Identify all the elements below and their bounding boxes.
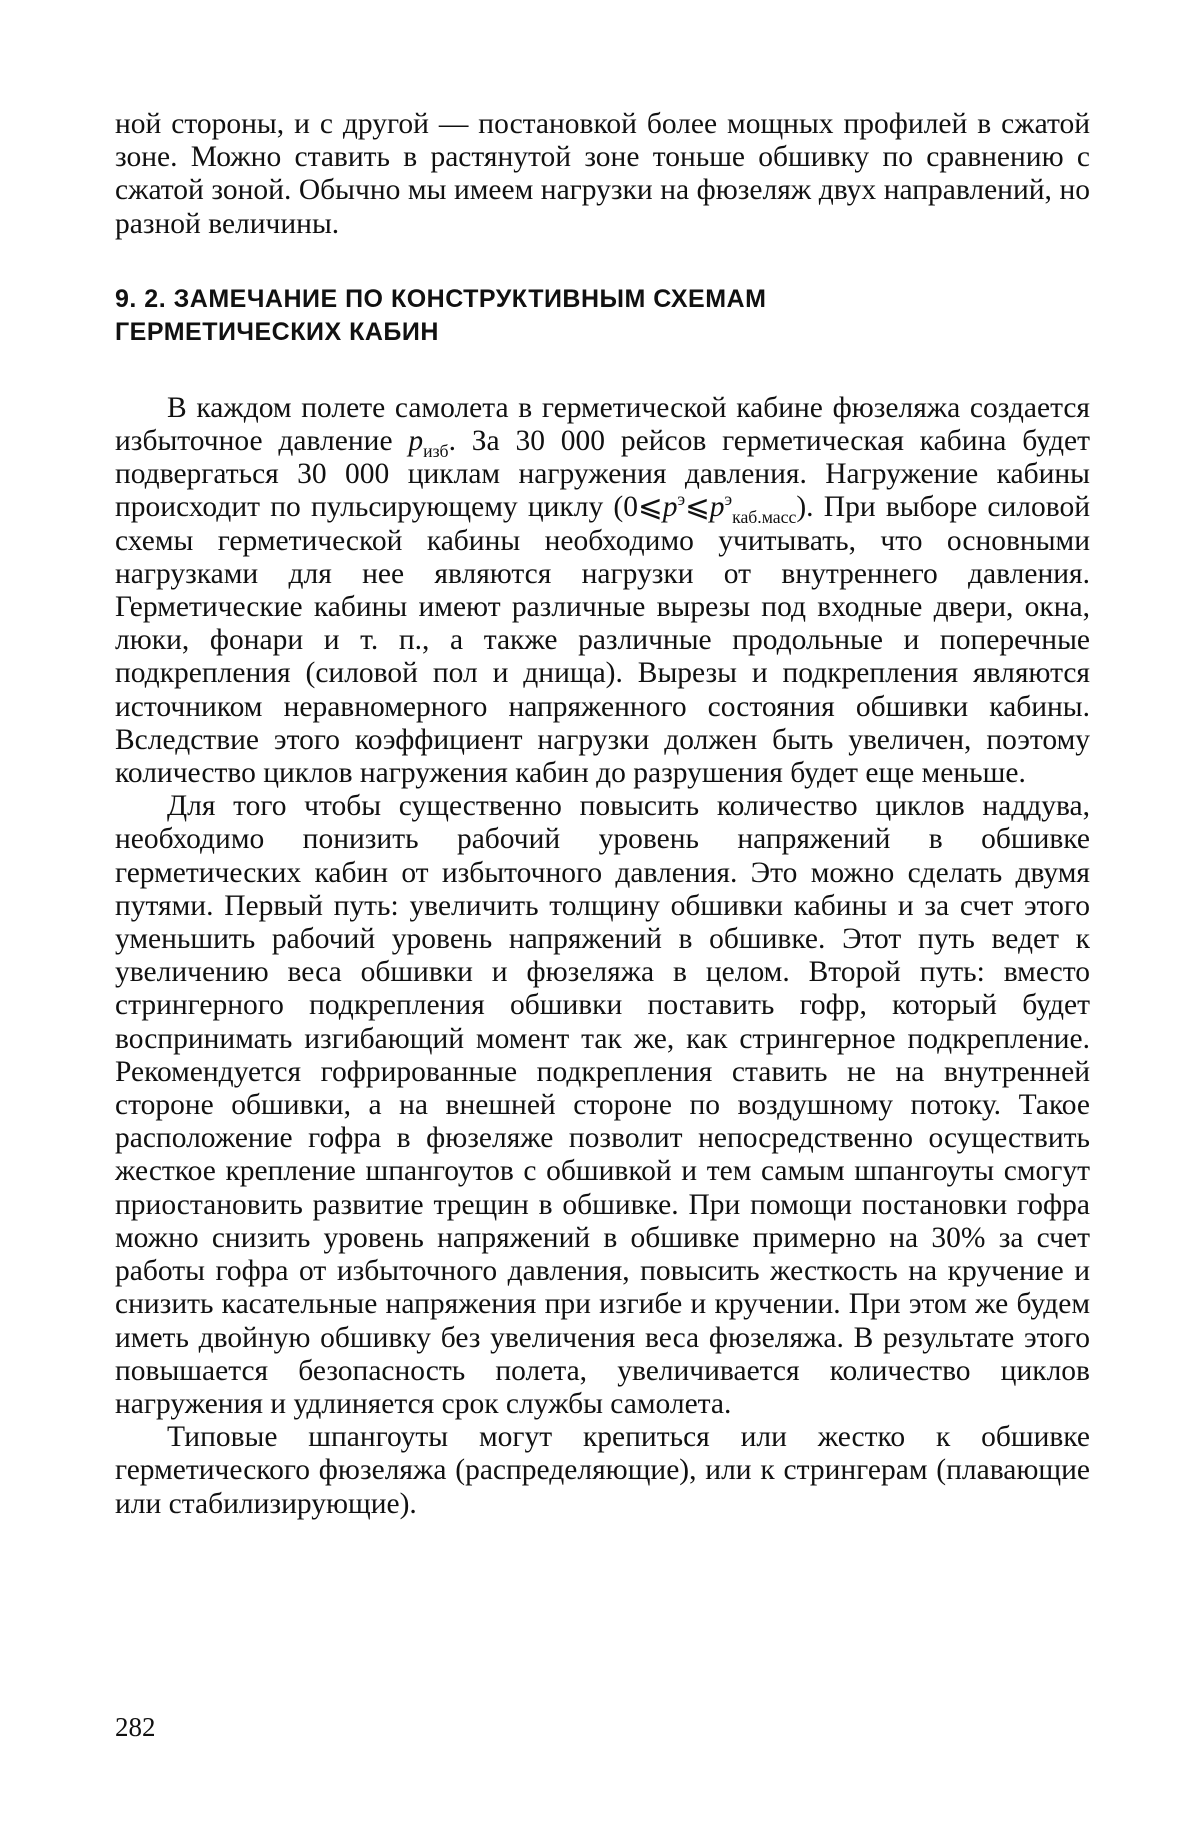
pressure-superscript: э bbox=[724, 489, 733, 510]
section-title-line-1: ЗАМЕЧАНИЕ ПО КОНСТРУКТИВНЫМ СХЕМАМ bbox=[173, 284, 767, 313]
paragraph-text: ⩽ bbox=[685, 491, 710, 524]
pressure-symbol: p bbox=[408, 425, 424, 458]
pressure-symbol: p bbox=[709, 491, 725, 524]
document-page bbox=[115, 108, 1090, 1521]
paragraph-text: . За 30 000 рейсов герметическая кабина будет подвергаться 30 000 циклам нагружения давления. Нагружение кабины происходит по пульсирующему циклу (0⩽ bbox=[115, 425, 1090, 524]
section-heading bbox=[115, 283, 1090, 349]
section-number: 9. 2. bbox=[115, 284, 167, 313]
pressure-subscript: изб bbox=[423, 440, 449, 461]
section-heading-line-1 bbox=[115, 283, 1090, 316]
pressure-symbol: p bbox=[662, 491, 678, 524]
pressure-subscript: каб.масс bbox=[732, 507, 797, 528]
paragraph-frames: Типовые шпангоуты могут крепиться или жестко к обшивке герметического фюзеляжа (распределяющие), или к стрингерам (плавающие или стабилизирующие). bbox=[115, 1421, 1090, 1520]
pressure-superscript: э bbox=[677, 489, 686, 510]
paragraph-text: В каждом полете самолета в герметической кабине фюзеляжа создается избыточное давление bbox=[115, 391, 1090, 458]
continuation-paragraph: ной стороны, и с другой — постановкой более мощных профилей в сжатой зоне. Можно ставить в растянутой зоне тоньше обшивку по сравнению с сжатой зоной. Обычно мы имеем нагрузки на фюзеляж двух направлений, но разной величины. bbox=[115, 108, 1090, 240]
paragraph-corrugation: Для того чтобы существенно повысить количество циклов наддува, необходимо понизить рабочий уровень напряжений в обшивке герметических кабин от избыточного давления. Это можно сделать двумя путями. Первый путь: увеличить толщину обшивки кабины и за счет этого уменьшить рабочий уровень напряжений в обшивке. Этот путь ведет к увеличению веса обшивки и фюзеляжа в целом. Второй путь: вместо стрингерного подкрепления обшивки поставить гофр, который будет воспринимать изгибающий момент так же, как стрингерное подкрепление. Рекомендуется гофрированные подкрепления ставить не на внутренней стороне обшивки, а на внешней стороне по воздушному потоку. Такое расположение гофра в фюзеляже позволит непосредственно осуществить жесткое крепление шпангоутов с обшивкой и тем самым шпангоуты смогут приостановить развитие трещин в обшивке. При помощи постановки гофра можно снизить уровень напряжений в обшивке примерно на 30% за счет работы гофра от избыточного давления, повысить жесткость на кручение и снизить касательные напряжения при изгибе и кручении. При этом же будем иметь двойную обшивку без увеличения веса фюзеляжа. В результате этого повышается безопасность полета, увеличивается количество циклов нагружения и удлиняется срок службы самолета. bbox=[115, 790, 1090, 1420]
section-title-line-2: ГЕРМЕТИЧЕСКИХ КАБИН bbox=[115, 317, 439, 346]
paragraph-pressure-cycles bbox=[115, 392, 1090, 790]
paragraph-text: ). При выборе силовой схемы герметической кабины необходимо учитывать, что основными нагрузками для нее являются нагрузки от внутреннего давления. Герметические кабины имеют различные вырезы под входные двери, окна, люки, фонари и т. п., а также различные продольные и поперечные подкрепления (силовой пол и днища). Вырезы и подкрепления являются источником неравномерного напряженного состояния обшивки кабины. Вследствие этого коэффициент нагрузки должен быть увеличен, поэтому количество циклов нагружения кабин до разрушения будет еще меньше. bbox=[115, 491, 1090, 790]
page-number: 282 bbox=[115, 1712, 156, 1742]
